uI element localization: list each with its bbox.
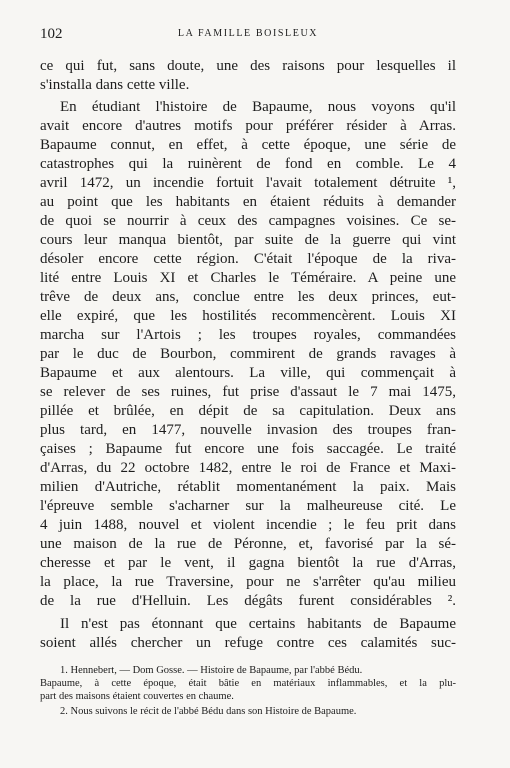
page-header [40,26,456,42]
text-line: d'Arras, du 22 octobre 1482, entre le roi de France et Maxi- [40,460,456,476]
text-line: une maison de la rue de Péronne, et, favorisé par la sé- [40,536,456,552]
text-line: Bapaume et aux alentours. La ville, qui commençait à [40,365,456,381]
text-line: pillée et brûlée, en dépit de sa capitulation. Deux ans [40,403,456,419]
text-line: désoler encore cette région. C'était l'époque de la riva- [40,251,456,267]
text-line: soient allés chercher un refuge contre ces calamités suc- [40,635,456,651]
text-line: cours leur manqua bientôt, par suite de la guerre qui vint [40,232,456,248]
footnote-2: 2. Nous suivons le récit de l'abbé Bédu dans son Histoire de Bapaume. [60,706,357,717]
text-line: cheresse et par le vent, il gagna bientôt la rue d'Arras, [40,555,456,571]
page-number: 102 [40,26,63,42]
text-line: la place, la rue Traversine, pour ne s'arrêter qu'au milieu [40,574,456,590]
footnote-1-continued: part des maisons étaient couvertes en chaume. [40,691,234,702]
running-title: LA FAMILLE BOISLEUX [177,28,319,39]
text-line: avait encore d'autres motifs pour préférer résider à Arras. [40,118,456,134]
text-line: Il n'est pas étonnant que certains habitants de Bapaume [60,616,456,632]
text-line: avril 1472, un incendie fortuit l'avait totalement détruite ¹, [40,175,456,191]
text-line: au point que les habitants en étaient réduits à demander [40,194,456,210]
text-line: En étudiant l'histoire de Bapaume, nous voyons qu'il [60,99,456,115]
text-line: s'installa dans cette ville. [40,77,190,93]
text-line: ce qui fut, sans doute, une des raisons pour lesquelles il [40,58,456,74]
footnotes [40,664,456,724]
text-line: par le duc de Bourbon, commirent de grands ravages à [40,346,456,362]
text-line: se relever de ses ruines, fut prise d'assaut le 7 mai 1475, [40,384,456,400]
footnote-1: 1. Hennebert, — Dom Gosse. — Histoire de Bapaume, par l'abbé Bédu. [60,665,363,676]
text-line: plus tard, en 1477, nouvelle invasion des troupes fran- [40,422,456,438]
text-line: lité entre Louis XI et Charles le Téméraire. A peine une [40,270,456,286]
text-line: de la rue d'Helluin. Les dégâts furent considérables ². [40,593,456,609]
text-line: 4 juin 1488, nouvel et violent incendie ; le feu prit dans [40,517,456,533]
text-line: milien d'Autriche, rétablit momentanément la paix. Mais [40,479,456,495]
text-line: de quoi se nourrir à ceux des campagnes voisines. Ce se- [40,213,456,229]
text-line: trêve de deux ans, conclue entre les deux princes, eut- [40,289,456,305]
text-line: çaises ; Bapaume fut encore une fois saccagée. Le traité [40,441,456,457]
text-line: catastrophes qui la ruinèrent de fond en comble. Le 4 [40,156,456,172]
body-text [40,56,456,656]
text-line: elle expiré, que les hostilités recommencèrent. Louis XI [40,308,456,324]
text-line: Bapaume connut, en effet, à cette époque, une série de [40,137,456,153]
text-line: marcha sur l'Artois ; les troupes royales, commandées [40,327,456,343]
footnote-1-continued: Bapaume, à cette époque, était bâtie en matériaux inflammables, et la plu- [40,678,456,689]
text-line: l'épreuve semble s'acharner sur la malheureuse cité. Le [40,498,456,514]
